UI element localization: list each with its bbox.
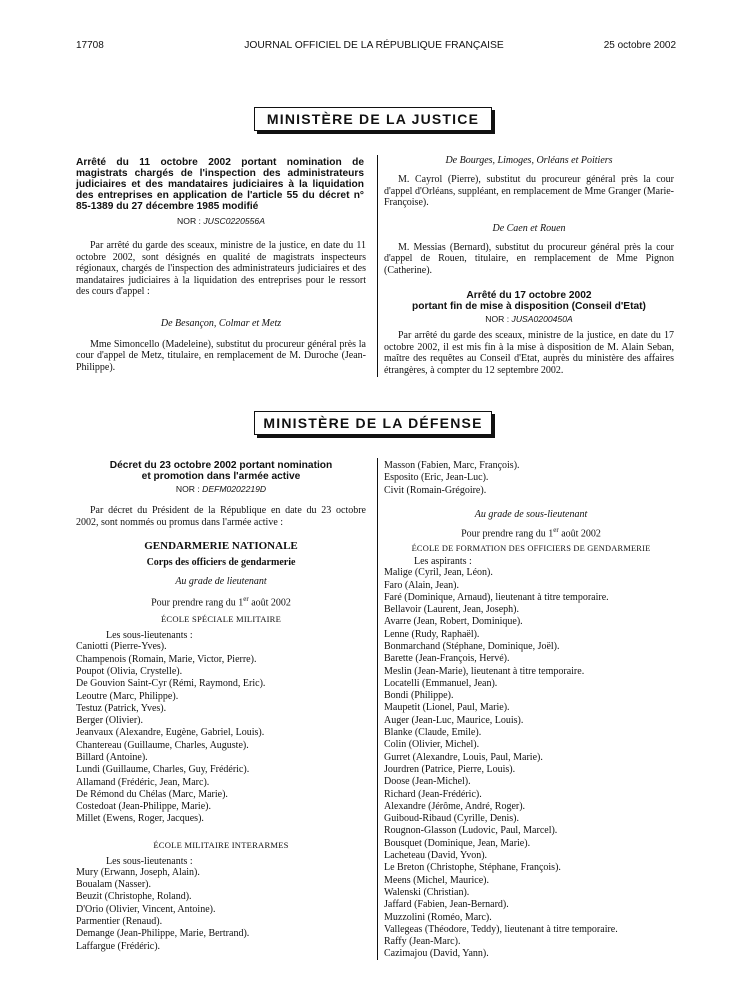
rang-sup: er	[243, 595, 249, 603]
decret-body: Par décret du Président de la République en date du 23 octobre 2002, sont nommés ou promus dans l'armée active :	[76, 505, 366, 528]
list-item: Vallegeas (Théodore, Teddy), lieutenant à titre temporaire.	[384, 923, 618, 935]
list-item: Lenne (Rudy, Raphaël).	[384, 628, 480, 640]
list-item: Poupot (Olivia, Crystelle).	[76, 665, 183, 677]
list-item: Bousquet (Dominique, Jean, Marie).	[384, 837, 531, 849]
nor-line-3	[76, 484, 366, 494]
nor-code: JUSC0220556A	[203, 216, 265, 226]
list-item: Le Breton (Christophe, Stéphane, François).	[384, 862, 561, 874]
list-item: Millet (Ewens, Roger, Jacques).	[76, 813, 204, 825]
rang-suffix: août 2002	[558, 528, 601, 540]
list-item: Richard (Jean-Frédéric).	[384, 788, 482, 800]
list-item: Lacheteau (David, Yvon).	[384, 850, 488, 862]
list-item: Gurret (Alexandre, Louis, Paul, Marie).	[384, 751, 543, 763]
list-item: Cazimajou (David, Yann).	[384, 948, 489, 960]
list-item: Costedoat (Jean-Philippe, Marie).	[76, 801, 211, 813]
nor-label: NOR :	[177, 216, 201, 226]
list-item: Billard (Antoine).	[76, 752, 148, 763]
aspirants-label: Les aspirants :	[414, 556, 472, 568]
list-item: Rougnon-Glasson (Ludovic, Paul, Marcel).	[384, 825, 558, 837]
journal-title: JOURNAL OFFICIEL DE LA RÉPUBLIQUE FRANÇAISE	[244, 40, 504, 51]
list-item: Caniotti (Pierre-Yves).	[76, 641, 167, 653]
decret-title-line1: Décret du 23 octobre 2002 portant nomination	[109, 460, 333, 471]
arrete-17-title-line2: portant fin de mise à disposition (Conseil d'Etat)	[412, 301, 646, 312]
column-divider	[377, 155, 378, 377]
list-item: Laffargue (Frédéric).	[76, 940, 161, 952]
nor-code: DEFM0202219D	[202, 484, 267, 494]
arrete-11-octobre-title: Arrêté du 11 octobre 2002 portant nomination de magistrats chargés de l'inspection des administrateurs judiciaires et des mandataires judiciaires à la liquidation des entreprises en application de l'article 55 du décret n° 85-1389 du 27 décembre 1985 modifié	[76, 157, 364, 212]
ecole-speciale-heading: ÉCOLE SPÉCIALE MILITAIRE	[160, 614, 282, 625]
ministry-defense-banner: MINISTÈRE DE LA DÉFENSE	[254, 411, 492, 435]
list-item: Esposito (Eric, Jean-Luc).	[384, 472, 489, 484]
section-heading-caen: De Caen et Rouen	[492, 222, 566, 234]
section-text-caen: M. Messias (Bernard), substitut du procureur général près la cour d'appel de Rouen, titulaire, en remplacement de Mme Pignon (Catherine).	[384, 241, 674, 276]
nor-label: NOR :	[485, 314, 510, 324]
corps-heading: Corps des officiers de gendarmerie	[146, 557, 296, 568]
list-item: Bellavoir (Laurent, Jean, Joseph).	[384, 604, 519, 616]
list-item: Civit (Romain-Grégoire).	[384, 484, 487, 496]
list-item: Avarre (Jean, Robert, Dominique).	[384, 616, 523, 628]
list-item: Raffy (Jean-Marc).	[384, 936, 461, 948]
sous-lieutenants-label-2: Les sous-lieutenants :	[106, 855, 193, 867]
rang-line-2	[384, 526, 678, 539]
list-item: Mury (Erwann, Joseph, Alain).	[76, 866, 200, 878]
gendarmerie-heading: GENDARMERIE NATIONALE	[144, 540, 298, 552]
list-item: Meens (Michel, Maurice).	[384, 874, 489, 886]
aspirants-list	[384, 567, 678, 961]
list-item: Maupetit (Lionel, Paul, Marie).	[384, 702, 510, 714]
list-item: De Gouvion Saint-Cyr (Rémi, Raymond, Eric).	[76, 678, 266, 690]
list-item: Faro (Alain, Jean).	[384, 579, 459, 591]
list-item: Leoutre (Marc, Philippe).	[76, 690, 179, 702]
arrete-17-title-line1: Arrêté du 17 octobre 2002	[466, 290, 592, 301]
ecole-interarmes-list	[76, 867, 366, 953]
list-item: Parmentier (Renaud).	[76, 915, 163, 927]
arrete-17-octobre-title	[384, 290, 674, 312]
list-item: Malige (Cyril, Jean, Léon).	[384, 567, 493, 579]
list-item: Faré (Dominique, Arnaud), lieutenant à titre temporaire.	[384, 591, 609, 603]
list-item: D'Orio (Olivier, Vincent, Antoine).	[76, 903, 216, 915]
list-item: Champenois (Romain, Marie, Victor, Pierre).	[76, 653, 257, 665]
list-item: Jaffard (Fabien, Jean-Bernard).	[384, 899, 509, 911]
list-item: Guiboud-Ribaud (Cyrille, Denis).	[384, 813, 519, 825]
list-item: Masson (Fabien, Marc, François).	[384, 460, 520, 471]
section-text-besancon: Mme Simoncello (Madeleine), substitut du procureur général près la cour d'appel de Metz, titulaire, en remplacement de M. Duroche (Jean-Philippe).	[76, 338, 366, 373]
defense-right-column	[384, 460, 678, 961]
list-item: Meslin (Jean-Marie), lieutenant à titre temporaire.	[384, 665, 585, 677]
header-date: 25 octobre 2002	[603, 40, 676, 51]
nor-line-2	[384, 314, 674, 324]
arrete-11-octobre-body: Par arrêté du garde des sceaux, ministre de la justice, en date du 11 octobre 2002, sont désignés en qualité de magistrats inspecteurs régionaux, chargés de l'inspection des administrateurs judiciaires et des mandataires judiciaires à la liquidation des entreprises pour le ressort des cours d'appel :	[76, 240, 366, 297]
list-item: Doose (Jean-Michel).	[384, 776, 471, 788]
decret-title	[76, 460, 366, 482]
nor-line	[76, 216, 366, 226]
list-item: Colin (Olivier, Michel).	[384, 739, 480, 751]
ecole-formation-heading: ÉCOLE DE FORMATION DES OFFICIERS DE GENDARMERIE	[411, 544, 651, 554]
ecole-interarmes-heading: ÉCOLE MILITAIRE INTERARMES	[153, 839, 289, 850]
list-item: Barette (Jean-François, Hervé).	[384, 653, 510, 665]
rang-sup: er	[553, 525, 559, 534]
list-item: Berger (Olivier).	[76, 715, 144, 727]
list-item: Alexandre (Jérôme, André, Roger).	[384, 800, 526, 812]
rang-line	[76, 595, 366, 608]
list-item: Blanke (Claude, Emile).	[384, 727, 482, 739]
list-item: Auger (Jean-Luc, Maurice, Louis).	[384, 714, 524, 726]
justice-right-column	[384, 155, 674, 376]
nor-label: NOR :	[175, 484, 200, 494]
defense-left-column	[76, 460, 366, 953]
list-item: Muzzolini (Roméo, Marc).	[384, 911, 492, 923]
section-text-bourges: M. Cayrol (Pierre), substitut du procureur général près la cour d'appel d'Orléans, suppléant, en remplacement de Mme Granger (Marie-Françoise).	[384, 174, 674, 208]
list-item: Walenski (Christian).	[384, 886, 470, 898]
justice-left-column	[76, 157, 366, 373]
section-heading-besancon: De Besançon, Colmar et Metz	[160, 317, 282, 329]
grade-sous-lieutenant-heading: Au grade de sous-lieutenant	[474, 508, 588, 520]
arrete-17-octobre-body: Par arrêté du garde des sceaux, ministre de la justice, en date du 17 octobre 2002, il est mis fin à la mise à disposition de M. Alain Seban, maître des requêtes au Conseil d'Etat, auprès du ministère des affaires étrangères, à compter du 12 septembre 2002.	[384, 330, 674, 376]
list-item: Chantereau (Guillaume, Charles, Auguste).	[76, 739, 249, 751]
ecole-speciale-list	[76, 641, 366, 825]
section-heading-bourges: De Bourges, Limoges, Orléans et Poitiers	[445, 155, 613, 166]
list-item: Allamand (Frédéric, Jean, Marc).	[76, 776, 210, 788]
list-item: Locatelli (Emmanuel, Jean).	[384, 677, 498, 689]
column-divider-2	[377, 458, 378, 960]
rang-prefix: Pour prendre rang du 1	[151, 597, 244, 609]
list-item: Lundi (Guillaume, Charles, Guy, Frédéric).	[76, 764, 250, 776]
list-item: Bondi (Philippe).	[384, 690, 454, 702]
sous-lieutenants-label: Les sous-lieutenants :	[106, 630, 193, 642]
list-item: Jeanvaux (Alexandre, Eugène, Gabriel, Louis).	[76, 727, 265, 739]
list-item: Testuz (Patrick, Yves).	[76, 702, 167, 714]
list-item: Bonmarchand (Stéphane, Dominique, Joël).	[384, 641, 560, 652]
rang-prefix: Pour prendre rang du 1	[461, 528, 554, 540]
decret-title-line2: et promotion dans l'armée active	[141, 471, 301, 482]
list-item: Jourdren (Patrice, Pierre, Louis).	[384, 763, 516, 775]
ministry-justice-banner: MINISTÈRE DE LA JUSTICE	[254, 107, 492, 131]
grade-lieutenant-heading: Au grade de lieutenant	[175, 576, 267, 587]
page-number: 17708	[76, 40, 104, 51]
ecole-interarmes-list-cont	[384, 460, 678, 497]
list-item: Beuzit (Christophe, Roland).	[76, 891, 192, 903]
list-item: De Rémond du Chélas (Marc, Marie).	[76, 788, 228, 800]
list-item: Boualam (Nasser).	[76, 879, 151, 891]
rang-suffix: août 2002	[248, 597, 291, 609]
list-item: Demange (Jean-Philippe, Marie, Bertrand).	[76, 928, 250, 940]
nor-code: JUSA0200450A	[511, 314, 573, 324]
